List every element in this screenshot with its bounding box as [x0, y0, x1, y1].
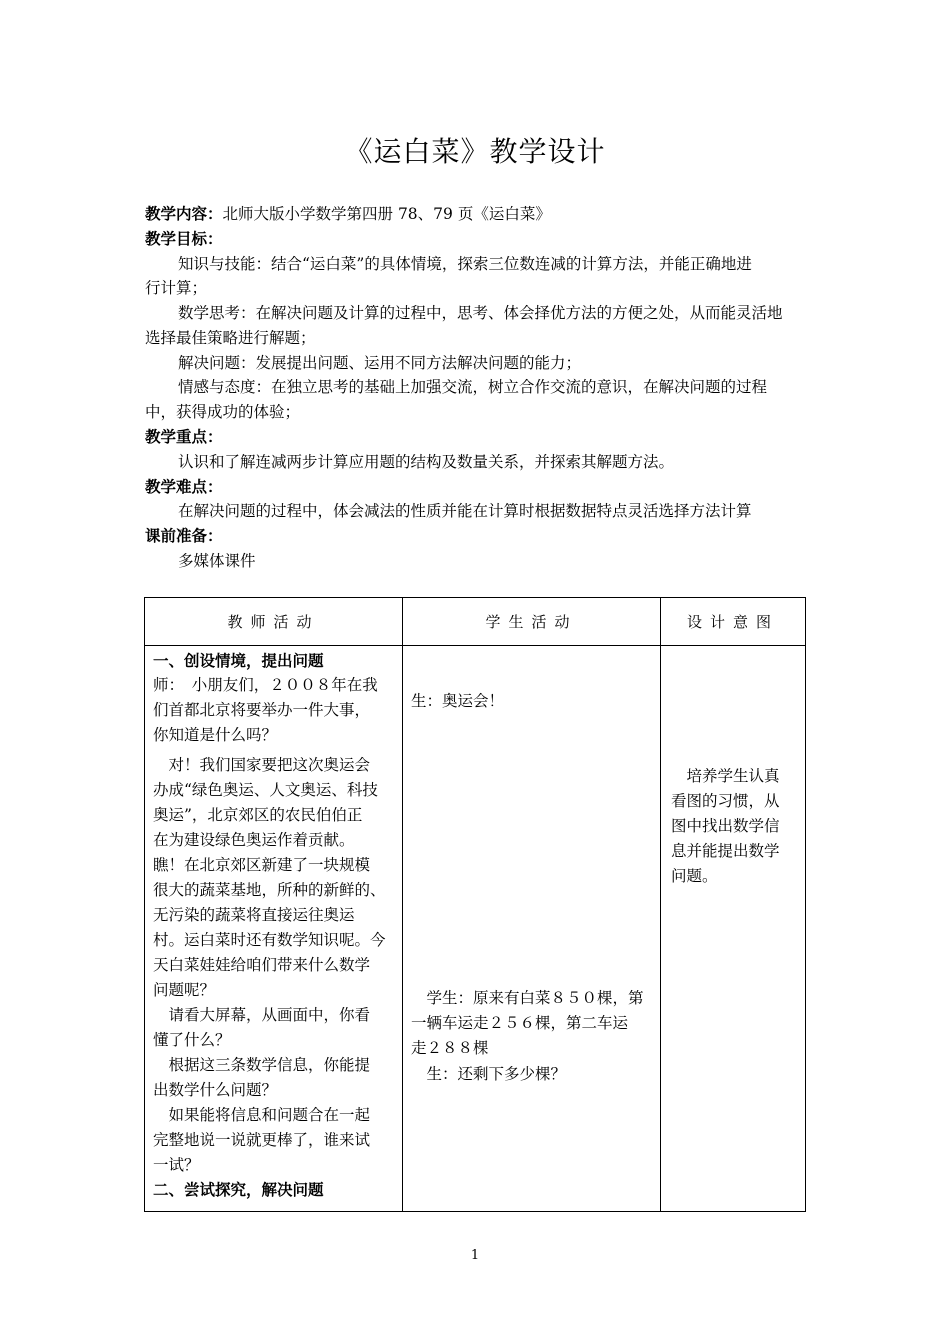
teacher-line: 很大的蔬菜基地，所种的新鲜的、	[153, 881, 386, 899]
content-text: 北师大版小学数学第四册 78、79 页《运白菜》	[222, 205, 551, 223]
key-points-text: 认识和了解连减两步计算应用题的结构及数量关系，并探索其解题方法。	[178, 453, 675, 471]
student-line: 走２８８棵	[411, 1039, 489, 1057]
teacher-line: 们首都北京将要举办一件大事，	[153, 701, 371, 719]
header-teacher-activity: 教师活动	[145, 598, 403, 646]
intent-line: 息并能提出数学	[671, 842, 780, 860]
teacher-line: 一试？	[153, 1156, 200, 1174]
content-label: 教学内容：	[145, 205, 223, 223]
teacher-line: 完整地说一说就更棒了，谁来试	[153, 1131, 371, 1149]
objective-line: 中，获得成功的体验；	[145, 403, 301, 421]
teacher-line: 出数学什么问题？	[153, 1081, 278, 1099]
student-line: 一辆车运走２５６棵，第二车运	[411, 1014, 629, 1032]
key-points-label: 教学重点：	[145, 428, 223, 446]
teacher-line: 根据这三条数学信息，你能提	[153, 1056, 371, 1074]
teacher-line: 办成“绿色奥运、人文奥运、科技	[153, 781, 378, 799]
page-title: 《运白菜》教学设计	[344, 135, 606, 168]
intent-line: 问题。	[671, 867, 718, 885]
teacher-activity-cell	[145, 646, 403, 1212]
objective-line: 情感与态度：在独立思考的基础上加强交流，树立合作交流的意识，在解决问题的过程	[178, 378, 768, 396]
design-intent-cell	[661, 646, 806, 1212]
preparation-label: 课前准备：	[145, 527, 223, 545]
objective-line: 数学思考：在解决问题及计算的过程中，思考、体会择优方法的方便之处，从而能灵活地	[178, 304, 783, 322]
page-number: 1	[470, 1248, 480, 1263]
student-line: 学生：原来有白菜８５０棵，第	[411, 989, 644, 1007]
teacher-line: 无污染的蔬菜将直接运往奥运	[153, 906, 355, 924]
teacher-line: 村。运白菜时还有数学知识呢。今	[153, 931, 386, 949]
teacher-line: 问题呢？	[153, 981, 216, 999]
teacher-line: 瞧！在北京郊区新建了一块规模	[153, 856, 371, 874]
objective-line: 解决问题：发展提出问题、运用不同方法解决问题的能力；	[178, 354, 582, 372]
header-student-activity: 学生活动	[403, 598, 661, 646]
intent-line: 培养学生认真	[671, 767, 780, 785]
preparation-text: 多媒体课件	[178, 552, 256, 570]
intent-line: 图中找出数学信	[671, 817, 780, 835]
objectives-label: 教学目标：	[145, 230, 223, 248]
teacher-line: 懂了什么？	[153, 1031, 231, 1049]
table-row	[145, 646, 806, 1212]
student-reply: 生：奥运会！	[411, 692, 505, 710]
objective-line: 知识与技能：结合“运白菜”的具体情境，探索三位数连减的计算方法，并能正确地进	[178, 255, 752, 273]
teacher-line: 奥运”，北京郊区的农民伯伯正	[153, 806, 363, 824]
table-header-row	[145, 598, 806, 646]
section-heading: 一、创设情境，提出问题	[153, 652, 324, 670]
section-heading: 二、尝试探究，解决问题	[153, 1181, 324, 1199]
teacher-line: 如果能将信息和问题合在一起	[153, 1106, 371, 1124]
student-activity-cell	[403, 646, 661, 1212]
teacher-line: 你知道是什么吗？	[153, 726, 278, 744]
teacher-line: 在为建设绿色奥运作着贡献。	[153, 831, 355, 849]
difficulties-text: 在解决问题的过程中，体会减法的性质并能在计算时根据数据特点灵活选择方法计算	[178, 502, 752, 520]
difficulties-label: 教学难点：	[145, 478, 223, 496]
header-design-intent: 设计意图	[661, 598, 806, 646]
teacher-line: 对！我们国家要把这次奥运会	[153, 756, 371, 774]
objective-line: 行计算；	[145, 279, 208, 297]
objective-line: 选择最佳策略进行解题；	[145, 329, 316, 347]
intent-line: 看图的习惯，从	[671, 792, 780, 810]
lesson-table	[144, 597, 806, 1212]
content-row	[145, 204, 551, 224]
teacher-line: 天白菜娃娃给咱们带来什么数学	[153, 956, 371, 974]
teacher-line: 师： 小朋友们，２００８年在我	[153, 676, 378, 694]
teacher-line: 请看大屏幕，从画面中，你看	[153, 1006, 371, 1024]
student-line: 生：还剩下多少棵？	[411, 1065, 567, 1083]
